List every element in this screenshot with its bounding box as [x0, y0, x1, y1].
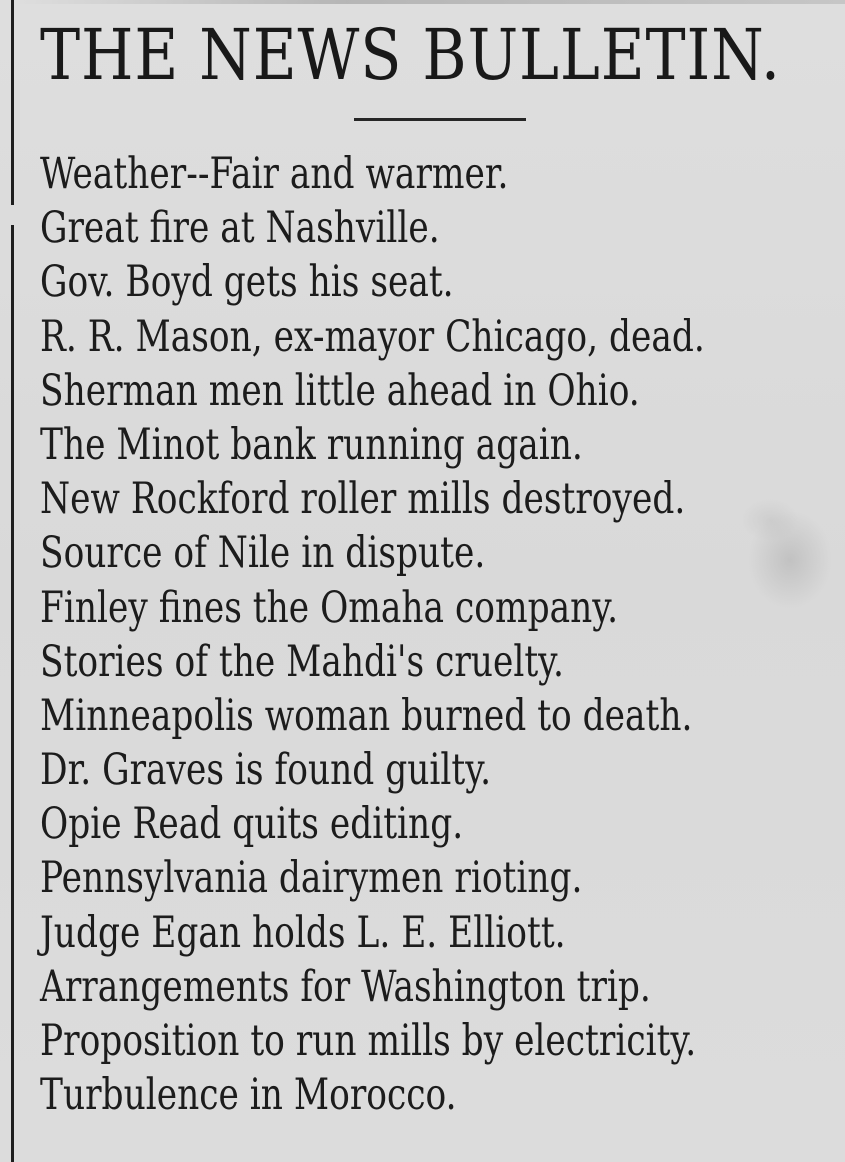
- bulletin-item: Proposition to run mills by electricity.: [40, 1016, 697, 1066]
- bulletin-item: Pennsylvania dairymen rioting.: [40, 853, 583, 904]
- column-rule-upper: [11, 0, 14, 205]
- bulletin-item: R. R. Mason, ex-mayor Chicago, dead.: [40, 311, 705, 362]
- bulletin-item: Stories of the Mahdi's cruelty.: [40, 636, 564, 687]
- bulletin-item: Minneapolis woman burned to death.: [40, 690, 693, 741]
- bulletin-item: Opie Read quits editing.: [40, 799, 464, 850]
- bulletin-list: [40, 147, 840, 1122]
- column-rule-lower: [11, 225, 14, 1162]
- top-edge-rule: [14, 0, 845, 4]
- bulletin-item: The Minot bank running again.: [40, 419, 583, 470]
- masthead-title: THE NEWS BULLETIN.: [40, 14, 781, 96]
- bulletin-item: Turbulence in Morocco.: [40, 1070, 457, 1121]
- bulletin-item: Judge Egan holds L. E. Elliott.: [40, 907, 566, 958]
- bulletin-item: Dr. Graves is found guilty.: [40, 745, 492, 796]
- bulletin-item: Sherman men little ahead in Ohio.: [40, 365, 640, 416]
- bulletin-item: Great fire at Nashville.: [40, 203, 440, 254]
- bulletin-item: Weather--Fair and warmer.: [40, 149, 509, 199]
- bulletin-item: Arrangements for Washington trip.: [40, 961, 651, 1012]
- bulletin-item: Source of Nile in dispute.: [40, 528, 486, 579]
- bulletin-item: New Rockford roller mills destroyed.: [40, 474, 686, 525]
- bulletin-item: Finley fines the Omaha company.: [40, 582, 619, 633]
- title-divider: [354, 118, 526, 121]
- bulletin-item: Gov. Boyd gets his seat.: [40, 257, 454, 308]
